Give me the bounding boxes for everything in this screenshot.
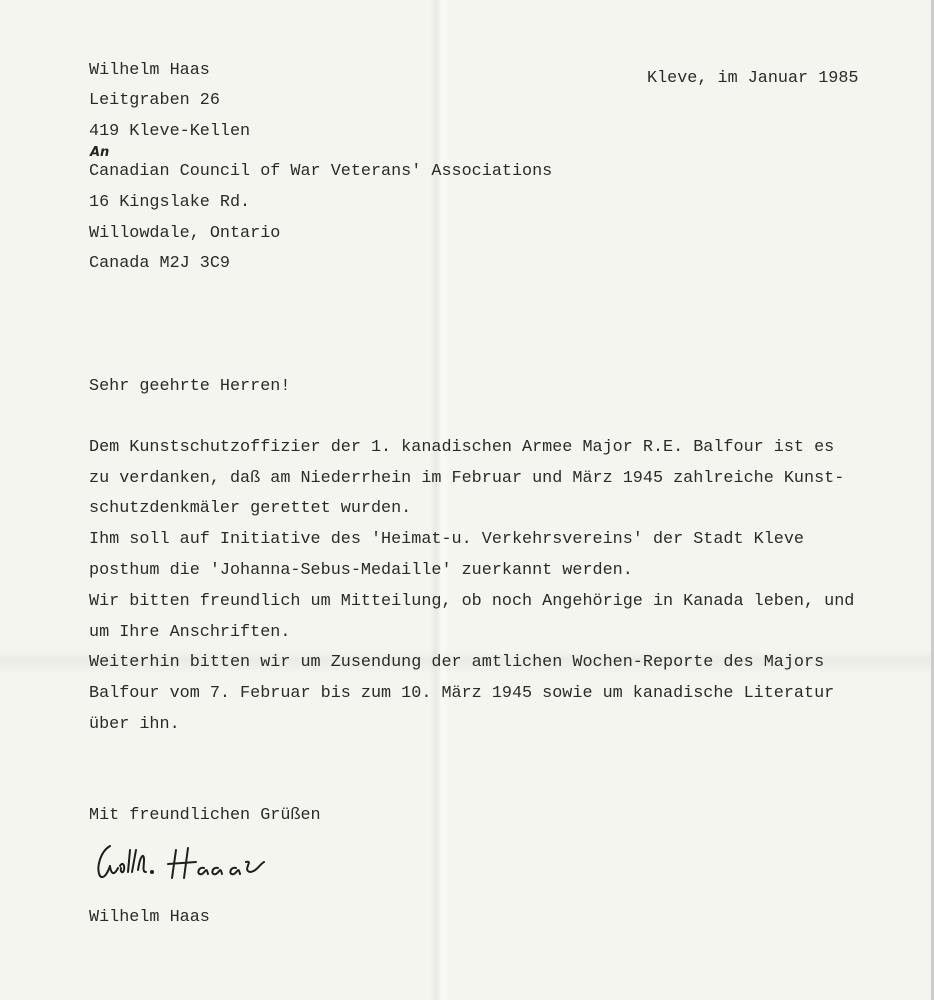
- handwritten-signature: [92, 838, 292, 888]
- body-line: Wir bitten freundlich um Mitteilung, ob noch Angehörige in Kanada leben, und: [89, 592, 855, 611]
- sender-street: Leitgraben 26: [89, 91, 220, 110]
- body-line: Balfour vom 7. Februar bis zum 10. März 1945 sowie um kanadische Literatur: [89, 684, 835, 703]
- recipient-country: Canada M2J 3C9: [89, 254, 230, 273]
- body-line: um Ihre Anschriften.: [89, 623, 291, 642]
- date-line: Kleve, im Januar 1985: [647, 69, 859, 88]
- body-line: Dem Kunstschutzoffizier der 1. kanadischen Armee Major R.E. Balfour ist es: [89, 438, 835, 457]
- body-line: posthum die 'Johanna-Sebus-Medaille' zuerkannt werden.: [89, 561, 633, 580]
- recipient-city: Willowdale, Ontario: [89, 224, 281, 243]
- body-line: Ihm soll auf Initiative des 'Heimat-u. Verkehrsvereins' der Stadt Kleve: [89, 530, 804, 549]
- body-line: über ihn.: [89, 715, 180, 734]
- body-line: zu verdanken, daß am Niederrhein im Februar und März 1945 zahlreiche Kunst-: [89, 469, 845, 488]
- salutation: Sehr geehrte Herren!: [89, 377, 291, 396]
- closing: Mit freundlichen Grüßen: [89, 806, 321, 825]
- body-line: Weiterhin bitten wir um Zusendung der amtlichen Wochen-Reporte des Majors: [89, 653, 825, 672]
- sender-name: Wilhelm Haas: [89, 61, 210, 80]
- signer-name: Wilhelm Haas: [89, 908, 210, 927]
- handwritten-an: An: [90, 145, 110, 160]
- recipient-org: Canadian Council of War Veterans' Associations: [89, 162, 553, 181]
- recipient-street: 16 Kingslake Rd.: [89, 193, 251, 212]
- sender-city: 419 Kleve-Kellen: [89, 122, 251, 141]
- body-line: schutzdenkmäler gerettet wurden.: [89, 499, 412, 518]
